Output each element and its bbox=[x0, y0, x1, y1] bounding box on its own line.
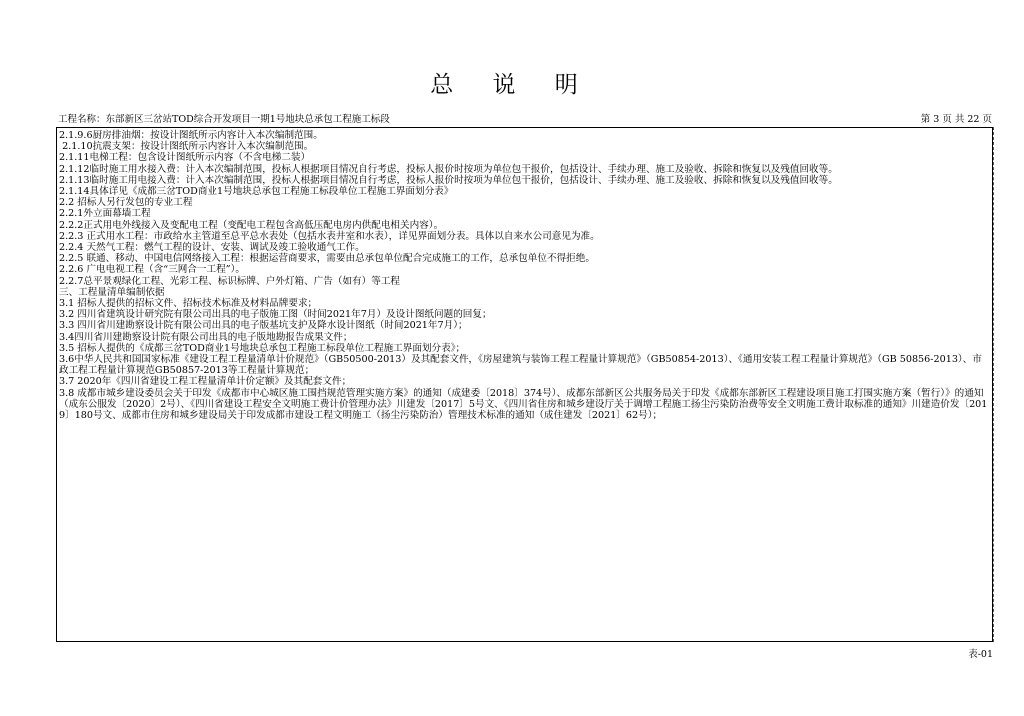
text-line: 2.1.14具体详见《成都三岔TOD商业1号地块总承包工程施工标段单位工程施工界面划分表》 bbox=[59, 186, 454, 198]
text-line: 3.8 成都市城乡建设委员会关于印发《成都市中心城区施工围挡规范管理实施方案》的通知（成建委〔2018〕374号）、成都东部新区公共服务局关于印发《成都东部新区工程建设项目施工打围实施方案（暂行）》的通知（成东公服发〔2020〕2号）、《四川省建设工程安全文明施工费计价管理办法》川建发〔2017〕5号文、《四川省住房和城乡建设厅关于调增工程施工扬尘污染防治费等安全文明施工费计取标准的通知》川建造价发〔2019〕180号文、成都市住房和城乡建设局关于印发成都市建设工程文明施工（扬尘污染防治）管理技术标准的通知（成住建发〔2021〕62号）； bbox=[59, 387, 988, 422]
text-line: 2.2.3 正式用水工程：市政给水主管道至总平总水表处（包括水表井室和水表），详见界面划分表。具体以自来水公司意见为准。 bbox=[59, 230, 600, 242]
page-number: 第 3 页 共 22 页 bbox=[920, 114, 992, 125]
text-line: 3.6中华人民共和国国家标准《建设工程工程量清单计价规范》（GB50500-2013）及其配套文件，《房屋建筑与装饰工程工程量计算规范》（GB50854-2013）、《通用安装工程工程量计算规范》（GB 50856-2013）、市政工程工程量计算规范GB50857-2013等工程量计算规范； bbox=[59, 354, 982, 377]
text-line: 2.2.4 天然气工程：燃气工程的设计、安装、调试及竣工验收通气工作。 bbox=[59, 242, 365, 254]
project-name: 工程名称：东部新区三岔站TOD综合开发项目一期1号地块总承包工程施工标段 bbox=[58, 114, 390, 125]
text-line: 2.1.11电梯工程：包含设计图纸所示内容（不含电梯二装） bbox=[59, 152, 311, 164]
text-line: 2.1.9.6厨房排油烟：按设计图纸所示内容计入本次编制范围。 bbox=[59, 130, 323, 141]
text-line: 2.2 招标人另行发包的专业工程 bbox=[59, 197, 193, 209]
text-line: 3.3 四川省川建勘察设计院有限公司出具的电子版基坑支护及降水设计图纸（时间2021年7月）； bbox=[59, 320, 468, 332]
text-line: 2.1.12临时施工用水接入费：计入本次编制范围，投标人根据项目情况自行考虑，投标人报价时按项为单位包干报价，包括设计、手续办理、施工及验收、拆除和恢复以及残值回收等。 bbox=[59, 163, 838, 175]
text-line: 3.7 2020年《四川省建设工程工程量清单计价定额》及其配套文件； bbox=[59, 376, 352, 388]
text-line: 2.1.10抗震支架：按设计图纸所示内容计入本次编制范围。 bbox=[59, 141, 314, 153]
text-line: 2.2.7总平景观绿化工程、光彩工程、标识标牌、户外灯箱、广告（如有）等工程 bbox=[59, 275, 401, 287]
page-title: 总 说 明 bbox=[430, 72, 594, 98]
form-code: 表-01 bbox=[968, 649, 993, 660]
text-line: 三、工程量清单编制依据 bbox=[59, 286, 165, 298]
text-line: 2.1.13临时施工用电接入费：计入本次编制范围，投标人根据项目情况自行考虑，投标人报价时按项为单位包干报价，包括设计、手续办理、施工及验收、拆除和恢复以及残值回收等。 bbox=[59, 174, 838, 186]
text-line: 2.2.2正式用电外线接入及变配电工程（变配电工程包含高低压配电房内供配电相关内容）。 bbox=[59, 219, 444, 231]
text-line: 2.2.1外立面幕墙工程 bbox=[59, 208, 151, 220]
description-text bbox=[59, 130, 988, 421]
header-row bbox=[56, 113, 994, 127]
text-line: 3.1 招标人提供的招标文件、招标技术标准及材料品牌要求； bbox=[59, 298, 318, 310]
text-line: 3.2 四川省建筑设计研究院有限公司出具的电子版施工图（时间2021年7月）及设计图纸问题的回复； bbox=[59, 309, 492, 321]
text-line: 3.4四川省川建勘察设计院有限公司出具的电子版地勘报告成果文件； bbox=[59, 331, 353, 343]
page-edge-line bbox=[991, 127, 994, 642]
text-line: 2.2.6 广电电视工程（含“三网合一工程”）。 bbox=[59, 264, 245, 276]
content-frame bbox=[56, 127, 993, 642]
text-line: 3.5 招标人提供的《成都三岔TOD商业1号地块总承包工程施工标段单位工程施工界面划分表》； bbox=[59, 342, 466, 354]
text-line: 2.2.5 联通、移动、中国电信网络接入工程：根据运营商要求，需要由总承包单位配合完成施工的工作，总承包单位不得拒绝。 bbox=[59, 253, 595, 265]
